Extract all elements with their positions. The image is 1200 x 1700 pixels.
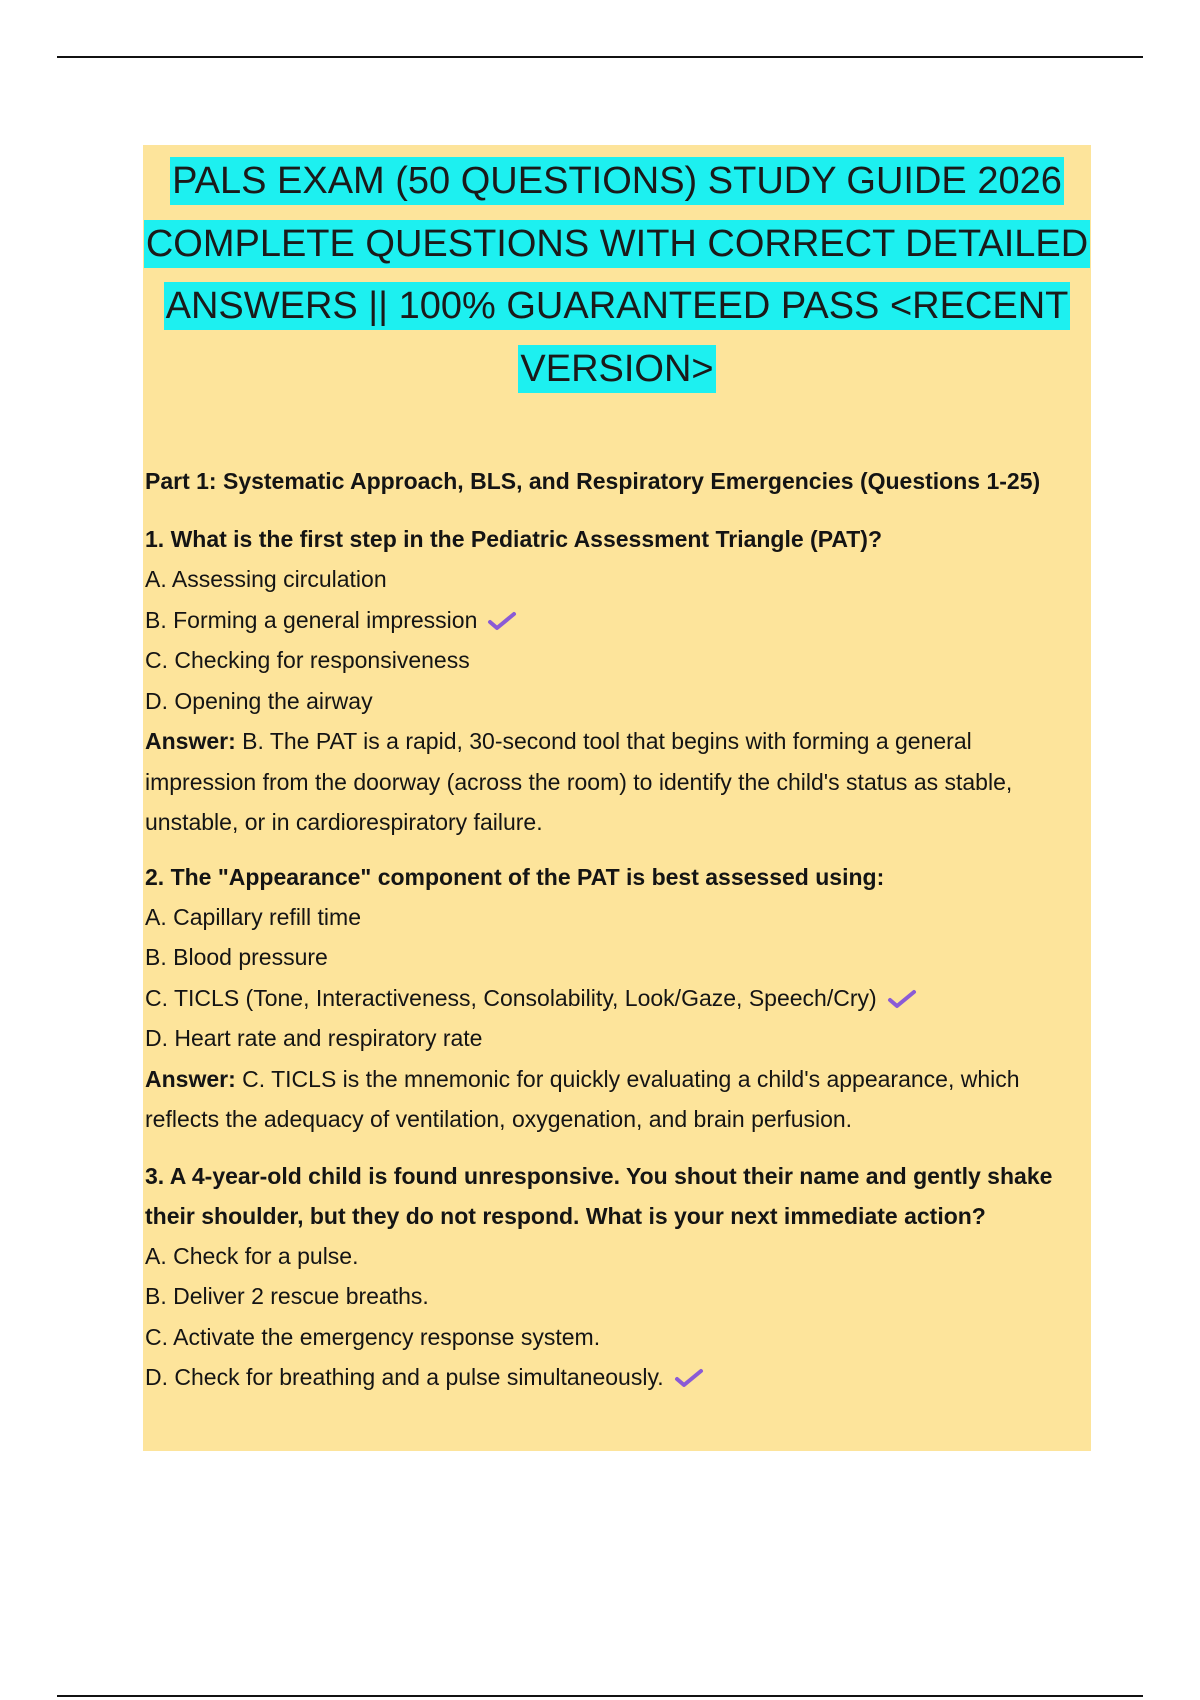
title-line: VERSION> (518, 345, 715, 393)
part-heading: Part 1: Systematic Approach, BLS, and Respiratory Emergencies (Questions 1-25) (145, 468, 1041, 494)
option-c (145, 640, 1089, 681)
option-d (145, 681, 1089, 722)
question-2 (145, 857, 1089, 1140)
question-text: 2. The "Appearance" component of the PAT is best assessed using: (145, 863, 885, 890)
option-a (145, 559, 1089, 600)
answer-text: B. The PAT is a rapid, 30-second tool that begins with forming a general impression from the doorway (across the room) to identify the child's status as stable, unstable, or in cardiorespiratory failure. (145, 728, 1013, 835)
answer-text: C. TICLS is the mnemonic for quickly evaluating a child's appearance, which reflects the adequacy of ventilation, oxygenation, and brain perfusion. (145, 1065, 1020, 1132)
title-line: ANSWERS || 100% GUARANTEED PASS <RECENT (164, 282, 1071, 330)
answer-label: Answer: (145, 728, 236, 754)
top-rule (57, 56, 1143, 58)
question-1 (145, 519, 1089, 843)
document-title (143, 150, 1091, 400)
checkmark-icon (674, 1368, 704, 1388)
bottom-rule (57, 1695, 1143, 1697)
option-c (145, 978, 1089, 1019)
option-b (145, 937, 1089, 978)
option-d (145, 1018, 1089, 1059)
option-text: B. Blood pressure (145, 944, 328, 970)
option-a (145, 897, 1089, 938)
option-text: B. Forming a general impression (145, 606, 478, 633)
question-3 (145, 1156, 1089, 1398)
option-c (145, 1317, 1089, 1358)
option-text: D. Check for breathing and a pulse simultaneously. (145, 1364, 664, 1390)
option-text: D. Heart rate and respiratory rate (145, 1025, 483, 1051)
answer-explanation (145, 721, 1089, 843)
checkmark-icon (887, 989, 917, 1009)
option-d (145, 1357, 1089, 1398)
checkmark-icon (487, 611, 517, 631)
questions-section (145, 465, 1089, 1398)
answer-explanation (145, 1059, 1089, 1140)
title-line: COMPLETE QUESTIONS WITH CORRECT DETAILED (144, 220, 1090, 268)
option-text: B. Deliver 2 rescue breaths. (145, 1283, 429, 1309)
option-text: C. Activate the emergency response system. (145, 1323, 601, 1350)
answer-label: Answer: (145, 1065, 236, 1092)
option-text: A. Capillary refill time (145, 903, 361, 930)
question-text: 3. A 4-year-old child is found unresponsive. You shout their name and gently shake their shoulder, but they do not respond. What is your next immediate action? (145, 1162, 1053, 1229)
options-list (145, 559, 1089, 721)
option-text: D. Opening the airway (145, 687, 373, 714)
title-line: PALS EXAM (50 QUESTIONS) STUDY GUIDE 2026 (170, 157, 1064, 205)
option-text: C. Checking for responsiveness (145, 647, 470, 673)
option-b (145, 1276, 1089, 1317)
study-guide-panel (143, 145, 1091, 1451)
options-list (145, 897, 1089, 1059)
options-list (145, 1236, 1089, 1398)
option-text: C. TICLS (Tone, Interactiveness, Consolability, Look/Gaze, Speech/Cry) (145, 984, 877, 1011)
question-text: 1. What is the first step in the Pediatric Assessment Triangle (PAT)? (145, 526, 883, 552)
option-a (145, 1236, 1089, 1277)
option-b (145, 600, 1089, 641)
option-text: A. Assessing circulation (145, 566, 387, 592)
option-text: A. Check for a pulse. (145, 1242, 359, 1269)
